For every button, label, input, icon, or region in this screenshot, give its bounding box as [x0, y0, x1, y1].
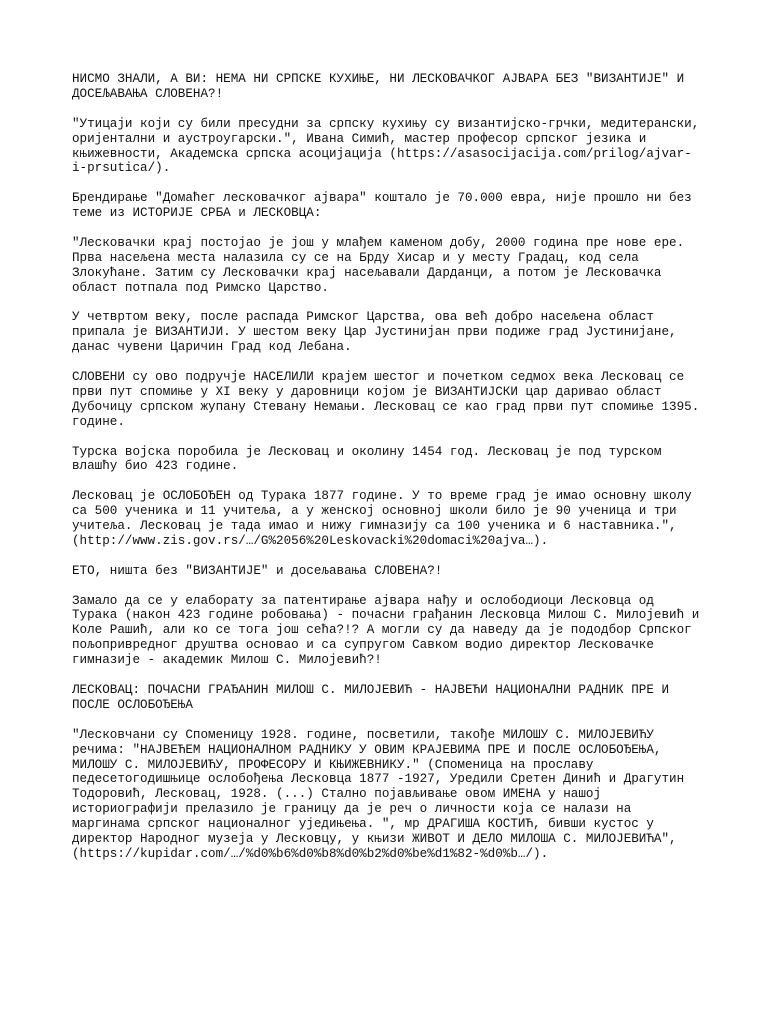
text-line: године. — [72, 414, 125, 429]
text-paragraph — [72, 489, 732, 549]
text-line: "Лесковачки крај постојао је још у млађем каменом добу, 2000 година пре нове ере. — [72, 235, 685, 250]
text-paragraph — [72, 191, 732, 221]
text-line: педесетогодишњице ослобођења Лесковца 1877 -1927, Уредили Сретен Динић и Драгутин — [72, 772, 685, 787]
text-line: оријентални и аустроугарски.", Ивана Симић, мастер професор српског језика и — [72, 131, 647, 146]
text-line: Прва насељена места налазила су се на Брду Хисар и у месту Градац, код села — [72, 250, 639, 265]
text-line: Лесковац је ОСЛОБОЂЕН од Турака 1877 године. У то време град је имао основну школу — [72, 489, 692, 504]
text-line: припала је ВИЗАНТИЈИ. У шестом веку Цар Јустинијан први подиже град Јустинијане, — [72, 325, 677, 340]
text-line: Коле Рашић, али ко се тога још сећа?!? А могли су да наведу да је пододбор Српског — [72, 623, 692, 638]
text-line: (https://kupidar.com/…/%d0%b6%d0%b8%d0%b2%d0%be%d1%82-%d0%b…/). — [72, 846, 549, 861]
text-paragraph — [72, 370, 732, 430]
text-line: НИСМО ЗНАЛИ, А ВИ: НЕМА НИ СРПСКЕ КУХИЊЕ, НИ ЛЕСКОВАЧКОГ АЈВАРА БЕЗ "ВИЗАНТИЈЕ" И — [72, 72, 685, 86]
document-page — [72, 72, 732, 877]
text-line: Дубочицу српском жупану Стевану Немањи. Лесковац се као град први пут спомиње 1395. — [72, 399, 700, 414]
text-line: Турака (након 423 године робовања) - почасни грађанин Лесковца Милош С. Милојевић и — [72, 608, 700, 623]
quote-paragraph — [72, 117, 732, 177]
text-line: са 500 ученика и 11 учитеља, а у женској основној школи било је 90 ученица и три — [72, 504, 677, 519]
text-line: "Лесковчани су Споменицу 1928. године, посветили, такође МИЛОШУ С. МИЛОЈЕВИЋУ — [72, 727, 654, 742]
text-line: влашћу био 423 године. — [72, 459, 239, 474]
text-paragraph — [72, 564, 732, 579]
text-paragraph — [72, 594, 732, 669]
text-paragraph — [72, 310, 732, 355]
text-line: ДОСЕЉАВАЊА СЛОВЕНА?! — [72, 86, 224, 101]
text-line: директор Народног музеја у Лесковцу, у књизи ЖИВОТ И ДЕЛО МИЛОША С. МИЛОЈЕВИЋА", — [72, 832, 677, 847]
text-paragraph — [72, 236, 732, 296]
text-line: МИЛОШУ С. МИЛОЈЕВИЋУ, ПРОФЕСОРУ И КЊИЖЕВНИКУ." (Споменица на прославу — [72, 757, 594, 772]
text-line: речима: "НАЈВЕЋЕМ НАЦИОНАЛНОМ РАДНИКУ У ОВИМ КРАЈЕВИМА ПРЕ И ПОСЛЕ ОСЛОБОЂЕЊА, — [72, 742, 662, 757]
text-paragraph — [72, 445, 732, 475]
text-line: ЕТО, ништа без "ВИЗАНТИЈЕ" и досељавања СЛОВЕНА?! — [72, 563, 443, 578]
text-line: пољопривредног друштва основао и са супругом Савком водио директор Лесковачке — [72, 638, 654, 653]
text-line: Злокућане. Затим су Лесковачки крај насељавали Дарданци, а потом је Лесковачка — [72, 265, 662, 280]
text-line: књижевности, Академска српска асоцијација (https://asasocijacija.com/prilog/ajvar- — [72, 146, 692, 161]
text-line: ЛЕСКОВАЦ: ПОЧАСНИ ГРАЂАНИН МИЛОШ С. МИЛОЈЕВИЋ - НАЈВЕЋИ НАЦИОНАЛНИ РАДНИК ПРЕ И — [72, 683, 670, 697]
text-line: учитеља. Лесковац је тада имао и нижу гимназију са 100 ученика и 6 наставника.", — [72, 519, 677, 534]
heading-paragraph — [72, 72, 732, 102]
text-line: Турска војска поробила је Лесковац и околину 1454 год. Лесковац је под турском — [72, 444, 662, 459]
text-line: Замало да се у елаборату за патентирање ајвара нађу и ослободиоци Лесковца од — [72, 593, 654, 608]
text-line: први пут спомиње у XI веку у даровници којом је ВИЗАНТИЈСКИ цар даривао област — [72, 384, 662, 399]
text-line: гимназије - академик Милош С. Милојевић?! — [72, 653, 382, 668]
text-line: Брендирање "Домаћег лесковачког ајвара" коштало је 70.000 евра, није прошло ни без — [72, 191, 692, 206]
text-line: област потпала под Римско Царство. — [72, 280, 329, 295]
text-line: У четвртом веку, после распада Римског Царства, ова већ добро насељена област — [72, 310, 654, 325]
text-line: маргинама српског националног уједињења. ", мр ДРАГИША КОСТИЋ, бивши кустос у — [72, 817, 654, 832]
text-line: i-prsutica/). — [72, 161, 171, 176]
text-line: теме из ИСТОРИЈЕ СРБА и ЛЕСКОВЦА: — [72, 206, 322, 221]
text-line: данас чувени Царичин Град код Лебана. — [72, 340, 352, 355]
subheading-paragraph — [72, 683, 732, 713]
text-line: СЛОВЕНИ су ово подручје НАСЕЛИЛИ крајем шестог и почетком седмох века Лесковац се — [72, 370, 685, 385]
text-line: Тодоровић, Лесковац, 1928. (...) Стално појављивање овом ИМЕНА у нашој — [72, 787, 602, 802]
text-line: (http://www.zis.gov.rs/…/G%2056%20Leskovacki%20domaci%20ajva…). — [72, 533, 549, 548]
text-line: историографији прелазило је границу да је реч о личности која се налази на — [72, 802, 632, 817]
quote-paragraph — [72, 728, 732, 862]
text-line: ПОСЛЕ ОСЛОБОЂЕЊА — [72, 697, 193, 712]
text-line: "Утицаји који су били пресудни за српску кухињу су византијско-грчки, медитерански, — [72, 116, 700, 131]
